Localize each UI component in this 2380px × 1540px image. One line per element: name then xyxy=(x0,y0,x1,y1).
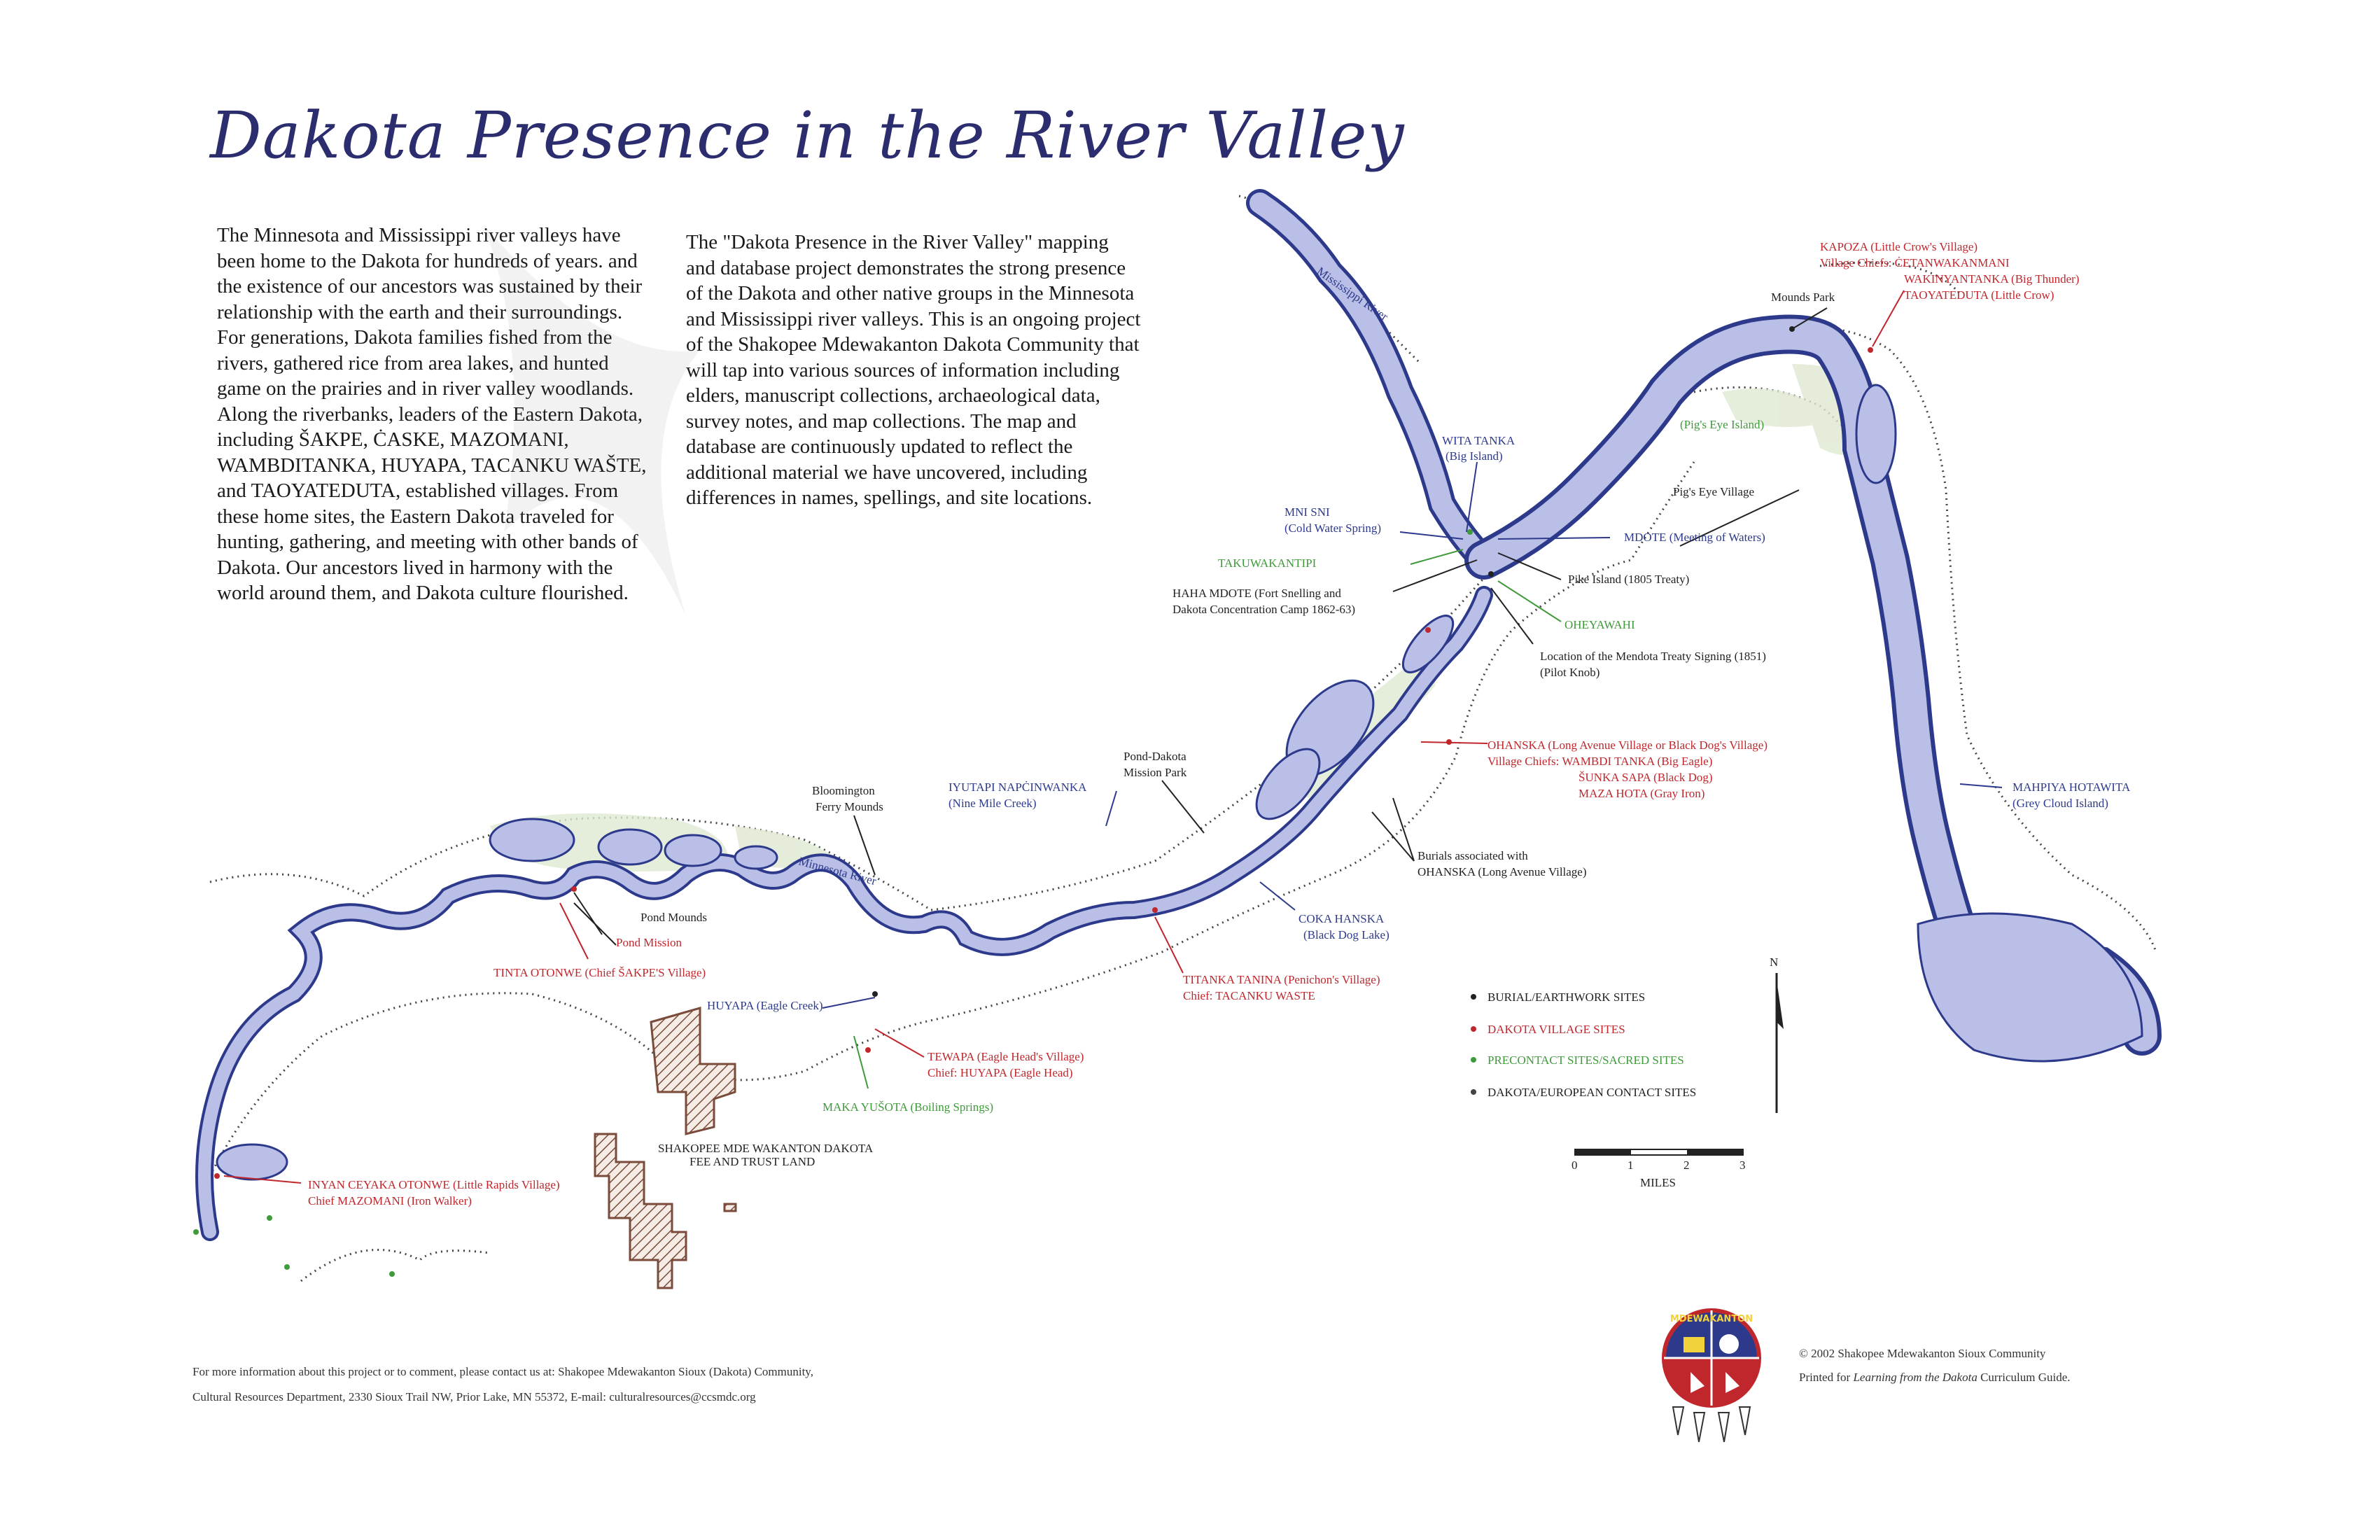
label-shakopee-land: SHAKOPEE MDE WAKANTON DAKOTA xyxy=(658,1142,874,1155)
label-ohanska-chiefs: Village Chiefs: WAMBDI TANKA (Big Eagle) xyxy=(1488,755,1713,768)
mdewakanton-logo xyxy=(1664,1310,1759,1442)
logo-text: MDEWAKANTON xyxy=(1670,1314,1754,1324)
label-maka-yusota: MAKA YUŠOTA (Boiling Springs) xyxy=(822,1100,994,1114)
svg-text:N: N xyxy=(1770,955,1779,969)
minnesota-river xyxy=(204,595,1484,1232)
intro-text-left: The Minnesota and Mississippi river valleys have been home to the Dakota for hundreds of years. and the existence of our ancestors was sustained by their relationship with the earth and their surroundings. For generations, Dakota families fished from the rivers, gathered rice from area lakes, and hunted game on the prairies and in river valley woodlands. Along the riverbanks, leaders of the Eastern Dakota, including ŠAKPE, ĊASKE, MAZOMANI, WAMBDITANKA, HUYAPA, TACANKU WAŠTE, and TAOYATEDUTA, established villages. From these home sites, the Eastern Dakota traveled for hunting, gathering, and meeting with other bands of Dakota. Our ancestors lived in harmony with the world around them, and Dakota culture flourished. xyxy=(217,224,647,604)
legend-village: DAKOTA VILLAGE SITES xyxy=(1488,1023,1625,1036)
label-mounds-park: Mounds Park xyxy=(1771,290,1835,304)
legend-precontact-marker xyxy=(1471,1057,1476,1063)
legend-contact-marker xyxy=(1471,1089,1476,1095)
label-pilot-knob: (Pilot Knob) xyxy=(1540,666,1600,679)
label-maza-hota: MAZA HOTA (Gray Iron) xyxy=(1578,787,1705,800)
intro-text-right: The "Dakota Presence in the River Valley" mapping and database project demonstrates the strong presence of the Dakota and other native groups in the Minnesota and Mississippi river valleys. This is an ongoing project of the Shakopee Mdewakanton Dakota Community that will tap into various sources of information including elders, manuscript collections, archaeological data, survey notes, and map collections. The map and database are continuously updated to reflect the additional material we have uncovered, including differences in names, spellings, and site locations. xyxy=(686,231,1141,509)
label-mdote: MDOTE (Meeting of Waters) xyxy=(1624,531,1765,544)
legend-burial-marker xyxy=(1471,994,1476,1000)
label-kapoza: KAPOZA (Little Crow's Village) xyxy=(1820,240,1978,253)
label-haha-mdote-2: Dakota Concentration Camp 1862-63) xyxy=(1172,603,1356,616)
label-bloomington: Bloomington xyxy=(812,784,875,797)
label-sunka-sapa: ŠUNKA SAPA (Black Dog) xyxy=(1578,771,1713,784)
label-ohanska: OHANSKA (Long Avenue Village or Black Dog's Village) xyxy=(1488,738,1768,752)
label-wita-tanka: WITA TANKA xyxy=(1442,434,1516,447)
label-wakinyantanka: WAKINYANTANKA (Big Thunder) xyxy=(1904,272,2080,286)
scale-tick-0: 0 xyxy=(1572,1158,1578,1172)
label-black-dog-lake: (Black Dog Lake) xyxy=(1303,928,1390,941)
label-kapoza-chiefs: Village Chiefs: ĊETANWAKANMANI xyxy=(1820,256,2010,270)
legend-contact: DAKOTA/EUROPEAN CONTACT SITES xyxy=(1488,1086,1697,1099)
label-takuwakantipi: TAKUWAKANTIPI xyxy=(1218,556,1317,570)
credit-line-1: © 2002 Shakopee Mdewakanton Sioux Community xyxy=(1799,1347,2046,1360)
label-pike-island: Pike Island (1805 Treaty) xyxy=(1568,573,1690,586)
label-shakopee-land-2: FEE AND TRUST LAND xyxy=(690,1155,816,1168)
label-pigs-eye-village: Pig's Eye Village xyxy=(1673,485,1754,498)
label-pond-mounds: Pond Mounds xyxy=(640,911,707,924)
label-tewapa: TEWAPA (Eagle Head's Village) xyxy=(927,1050,1084,1063)
label-titanka: TITANKA TANINA (Penichon's Village) xyxy=(1183,973,1380,986)
label-coka-hanska: COKA HANSKA xyxy=(1298,912,1385,925)
scale-tick-1: 1 xyxy=(1628,1158,1634,1172)
minnesota-river-label: Minnesota River xyxy=(797,854,878,888)
label-haha-mdote: HAHA MDOTE (Fort Snelling and xyxy=(1172,587,1341,600)
label-inyan-chief: Chief MAZOMANI (Iron Walker) xyxy=(308,1194,472,1208)
label-grey-cloud: (Grey Cloud Island) xyxy=(2012,797,2108,810)
label-nine-mile: (Nine Mile Creek) xyxy=(948,797,1037,810)
credit-block xyxy=(1799,1342,2071,1390)
legend-burial: BURIAL/EARTHWORK SITES xyxy=(1488,990,1646,1004)
legend-precontact: PRECONTACT SITES/SACRED SITES xyxy=(1488,1054,1684,1067)
label-mission-park: Mission Park xyxy=(1124,766,1187,779)
footer-line-2: Cultural Resources Department, 2330 Sioux Trail NW, Prior Lake, MN 55372, E-mail: culturalresources@ccsmdc.org xyxy=(192,1390,756,1404)
valley-bluff-lines xyxy=(210,196,2156,1281)
footer-line-1: For more information about this project or to comment, please contact us at: Shakopee Mdewakanton Sioux (Dakota) Community, xyxy=(192,1365,813,1378)
label-tewapa-chief: Chief: HUYAPA (Eagle Head) xyxy=(927,1066,1073,1079)
label-big-island: (Big Island) xyxy=(1446,449,1503,463)
label-huyapa: HUYAPA (Eagle Creek) xyxy=(707,999,823,1012)
label-burials-2: OHANSKA (Long Avenue Village) xyxy=(1418,865,1587,878)
label-tinta-otonwe: TINTA OTONWE (Chief ŠAKPE'S Village) xyxy=(493,966,706,979)
scale-tick-2: 2 xyxy=(1684,1158,1690,1172)
label-mni-sni: MNI SNI xyxy=(1284,505,1330,519)
scale-bar xyxy=(1572,1149,1746,1189)
label-ferry-mounds: Ferry Mounds xyxy=(816,800,883,813)
label-mahpiya: MAHPIYA HOTAWITA xyxy=(2012,780,2131,794)
legend xyxy=(1471,990,1696,1099)
label-pond-dakota: Pond-Dakota xyxy=(1124,750,1186,763)
contact-footer xyxy=(192,1359,813,1410)
label-oheyawahi: OHEYAWAHI xyxy=(1564,618,1635,631)
label-titanka-chief: Chief: TACANKU WASTE xyxy=(1183,989,1315,1002)
lakes xyxy=(217,385,2142,1180)
legend-village-marker xyxy=(1471,1026,1476,1032)
label-cold-water: (Cold Water Spring) xyxy=(1284,522,1382,535)
label-taoyateduta: TAOYATEDUTA (Little Crow) xyxy=(1904,288,2054,302)
label-pond-mission: Pond Mission xyxy=(616,936,682,949)
credit-line-2 xyxy=(1799,1366,2071,1390)
credit-suffix: Curriculum Guide. xyxy=(1977,1371,2071,1384)
map-title: Dakota Presence in the River Valley xyxy=(210,98,1405,173)
label-pigs-eye-island: (Pig's Eye Island) xyxy=(1680,418,1765,431)
label-iyutapi: IYUTAPI NAPĊINWANKA xyxy=(948,780,1087,794)
watermark xyxy=(483,224,700,616)
label-burials: Burials associated with xyxy=(1418,849,1528,862)
credit-prefix: Printed for xyxy=(1799,1371,1854,1384)
north-arrow xyxy=(1770,955,1784,1113)
label-inyan: INYAN CEYAKA OTONWE (Little Rapids Village) xyxy=(308,1178,560,1191)
scale-unit: MILES xyxy=(1640,1176,1676,1189)
label-mendota: Location of the Mendota Treaty Signing (1851) xyxy=(1540,650,1766,663)
credit-italic: Learning from the Dakota xyxy=(1853,1371,1977,1384)
mississippi-river-label: Mississippi River xyxy=(1314,264,1391,323)
scale-tick-3: 3 xyxy=(1740,1158,1746,1172)
